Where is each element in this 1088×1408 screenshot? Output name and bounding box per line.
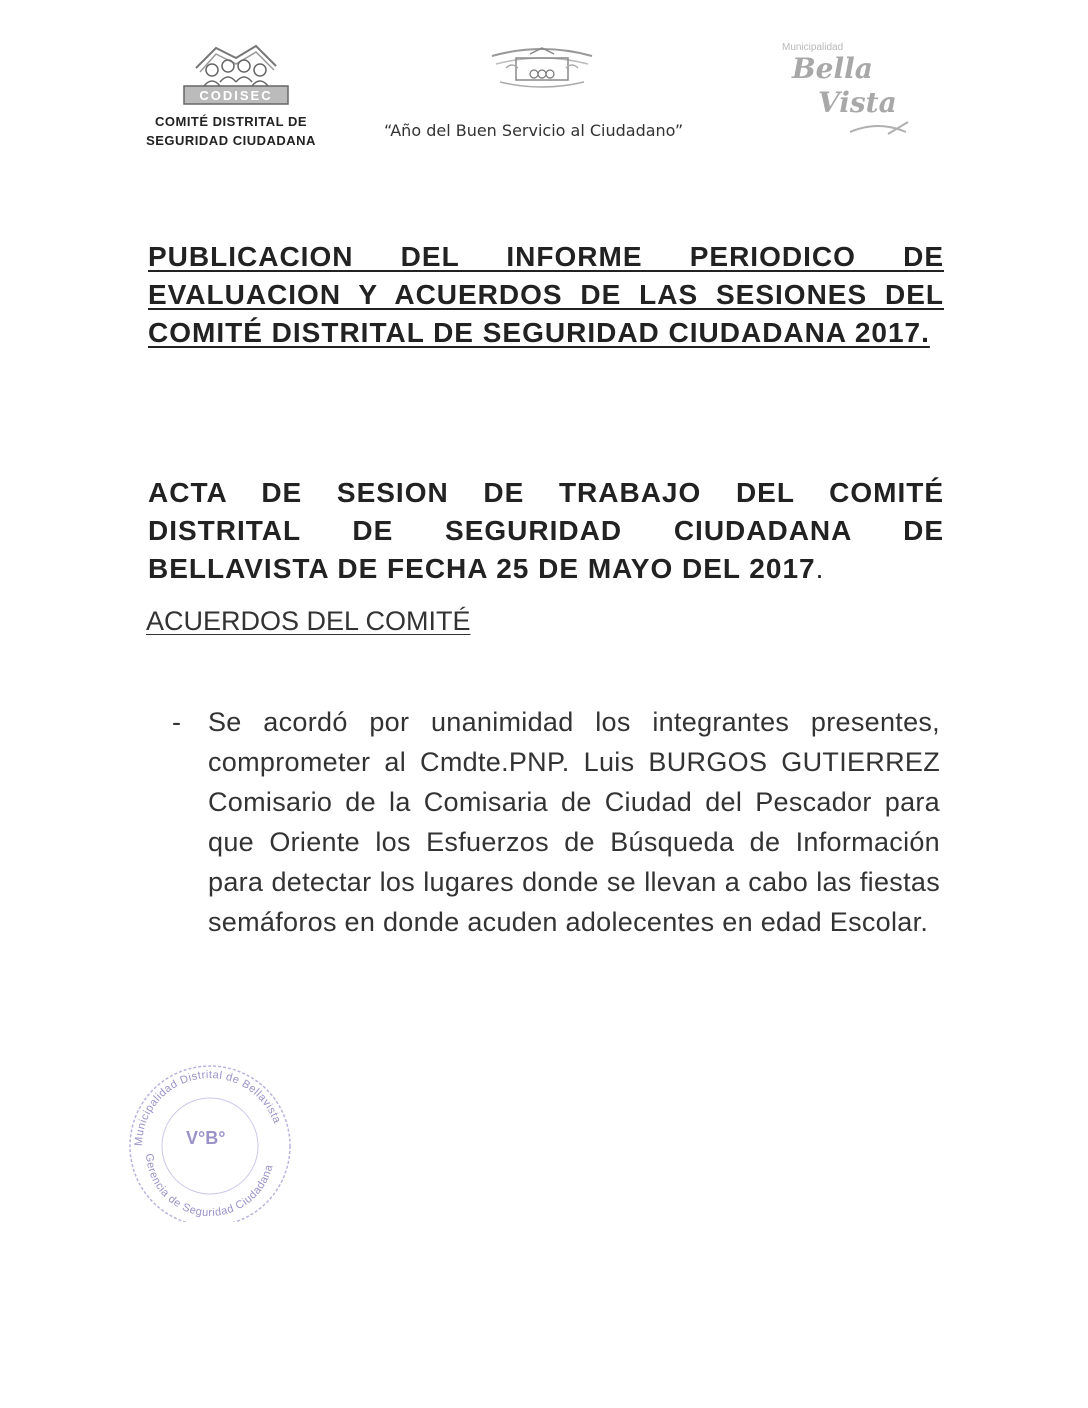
acta-title <box>148 474 944 588</box>
bellavista-logo-line1: Bella <box>792 52 873 85</box>
bellavista-logo-small-text: Municipalidad <box>782 42 844 53</box>
acta-title-text: ACTA DE SESION DE TRABAJO DEL COMITÉ DISTRITAL DE SEGURIDAD CIUDADANA DE BELLAVISTA DE FECHA 25 DE MAYO DEL 2017 <box>148 477 944 584</box>
swoosh-icon <box>848 118 910 136</box>
codisec-caption-line1: COMITÉ DISTRITAL DE <box>154 114 308 129</box>
codisec-logo-text: CODISEC <box>199 88 273 103</box>
list-bullet: - <box>172 707 181 737</box>
stamp-ring-bottom-text: Gerencia de Seguridad Ciudadana <box>142 1153 276 1220</box>
approval-stamp <box>124 1062 296 1222</box>
bellavista-logo <box>778 40 914 136</box>
codisec-caption-line2: SEGURIDAD CIUDADANA <box>146 133 316 148</box>
svg-text:Gerencia de Seguridad Ciudadan <box>143 1153 276 1219</box>
section-title: ACUERDOS DEL COMITÉ <box>146 606 471 636</box>
codisec-logo <box>176 40 296 110</box>
agreement-text: Se acordó por unanimidad los integrantes presentes, comprometer al Cmdte.PNP. Luis BURGOS GUTIERREZ Comisario de la Comisaria de Ciudad del Pescador para que Oriente los Esfuerzos de Búsqueda de Información para detectar los lugares donde se llevan a cabo las fiestas semáforos en donde acuden adolecentes en edad Escolar. <box>208 707 940 937</box>
codisec-caption <box>120 112 342 150</box>
bellavista-logo-line2: Vista <box>818 86 897 119</box>
stamp-center-text: V°B° <box>186 1128 226 1148</box>
coat-of-arms-seal <box>486 44 598 90</box>
motto-text: “Año del Buen Servicio al Ciudadano” <box>384 121 684 140</box>
acta-title-end: . <box>815 553 825 584</box>
stamp-ring-top-text: Municipalidad Distrital de Bellavista <box>132 1068 283 1147</box>
publication-title: PUBLICACION DEL INFORME PERIODICO DE EVALUACION Y ACUERDOS DE LAS SESIONES DEL COMITÉ DISTRITAL DE SEGURIDAD CIUDADANA 2017. <box>148 241 944 348</box>
